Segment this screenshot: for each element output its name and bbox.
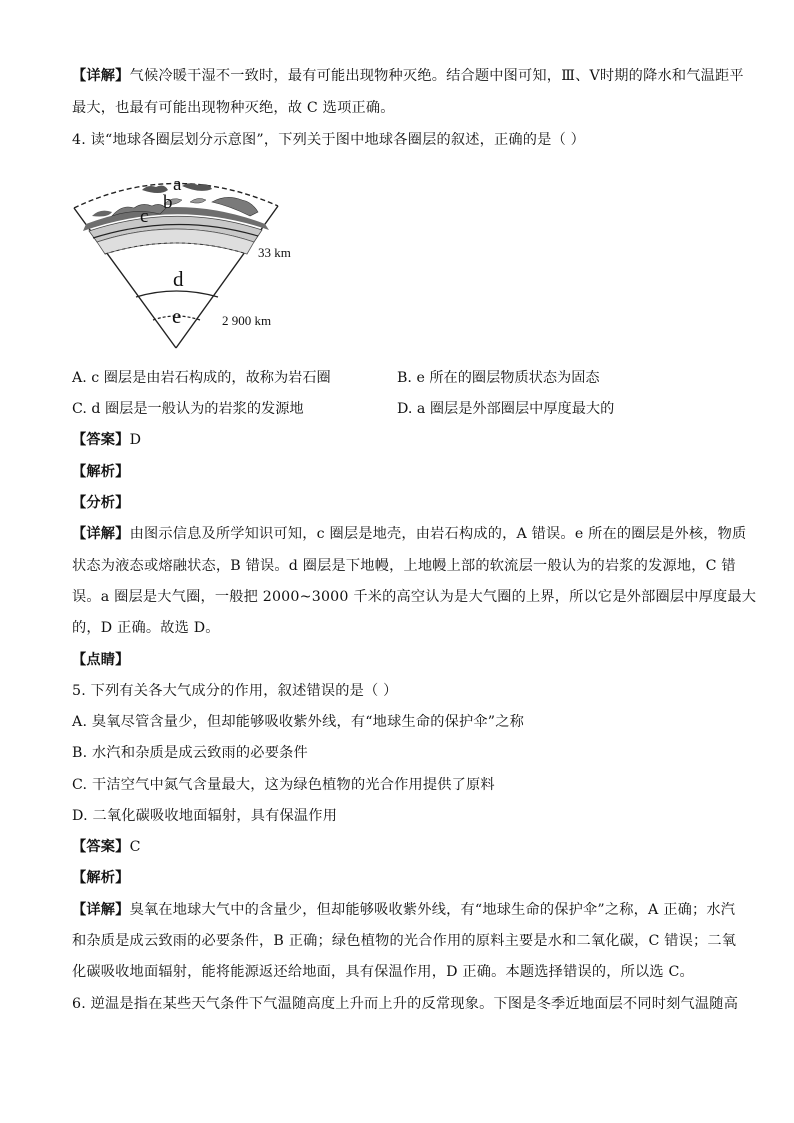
q4-detail-line-1: 【详解】由图示信息及所学知识可知，c 圈层是地壳，由岩石构成的，A 错误。e 所在的圈层是外核，物质 [72, 526, 747, 542]
q4-dianjing-tag: 【点睛】 [72, 652, 130, 668]
q4-option-d: D. a 圈层是外部圈层中厚度最大的 [397, 401, 615, 417]
q4-analysis-tag: 【解析】 [72, 464, 130, 480]
label-d: d [173, 267, 184, 291]
earth-spheres-diagram [72, 168, 312, 356]
q4-detail-line-2: 状态为液态或熔融状态，B 错误。d 圈层是下地幔，上地幔上部的软流层一般认为的岩浆的发源地，C 错 [72, 558, 736, 574]
q4-detail-line-3: 误。a 圈层是大气圈，一般把 2000~3000 千米的高空认为是大气圈的上界，所以它是外部圈层中厚度最大 [72, 589, 757, 605]
label-e: e [172, 304, 182, 328]
depth-2900km-label: 2 900 km [222, 313, 272, 328]
q3-detail-line-1: 【详解】气候冷暖干湿不一致时，最有可能出现物种灭绝。结合题中图可知，Ⅲ、Ⅴ时期的降水和气温距平 [72, 68, 744, 84]
q5-detail-line-3: 化碳吸收地面辐射，能将能源返还给地面，具有保温作用，D 正确。本题选择错误的，所以选 C。 [72, 964, 694, 980]
q5-detail-line-1: 【详解】臭氧在地球大气中的含量少，但却能够吸收紫外线，有“地球生命的保护伞”之称，A 正确；水汽 [72, 902, 736, 918]
label-b: b [163, 192, 173, 213]
q4-option-a: A. c 圈层是由岩石构成的，故称为岩石圈 [72, 370, 331, 386]
q4-fenxi-tag: 【分析】 [72, 495, 130, 511]
q4-detail-line-4: 的，D 正确。故选 D。 [72, 620, 220, 636]
label-c: c [140, 206, 149, 227]
label-a: a [173, 174, 182, 195]
q5-detail-line-2: 和杂质是成云致雨的必要条件，B 正确；绿色植物的光合作用的原料主要是水和二氧化碳，C 错误；二氧 [72, 933, 737, 949]
q5-option-a: A. 臭氧尽管含量少，但却能够吸收紫外线，有“地球生命的保护伞”之称 [72, 714, 525, 730]
q3-detail-line-2: 最大，也最有可能出现物种灭绝，故 C 选项正确。 [72, 100, 395, 116]
depth-33km-label: 33 km [258, 245, 291, 260]
q6-stem: 6. 逆温是指在某些天气条件下气温随高度上升而上升的反常现象。下图是冬季近地面层不同时刻气温随高 [72, 996, 739, 1012]
q5-stem: 5. 下列有关各大气成分的作用，叙述错误的是（ ） [72, 683, 398, 699]
cloud-shape-2 [182, 183, 212, 191]
q4-option-c: C. d 圈层是一般认为的岩浆的发源地 [72, 401, 304, 417]
q5-analysis-tag: 【解析】 [72, 870, 130, 886]
q4-answer: 【答案】D [72, 432, 142, 448]
q4-stem: 4. 读“地球各圈层划分示意图”，下列关于图中地球各圈层的叙述，正确的是（ ） [72, 132, 586, 148]
core-mantle-boundary [136, 291, 218, 297]
q5-option-d: D. 二氧化碳吸收地面辐射，具有保温作用 [72, 808, 338, 824]
q4-option-b: B. e 所在的圈层物质状态为固态 [397, 370, 600, 386]
q5-option-c: C. 干洁空气中氮气含量最大，这为绿色植物的光合作用提供了原料 [72, 777, 495, 793]
cloud-shape-3 [92, 211, 112, 217]
q3-detail-tag: 【详解】 [72, 68, 130, 84]
q5-option-b: B. 水汽和杂质是成云致雨的必要条件 [72, 745, 308, 761]
q5-answer: 【答案】C [72, 839, 141, 855]
